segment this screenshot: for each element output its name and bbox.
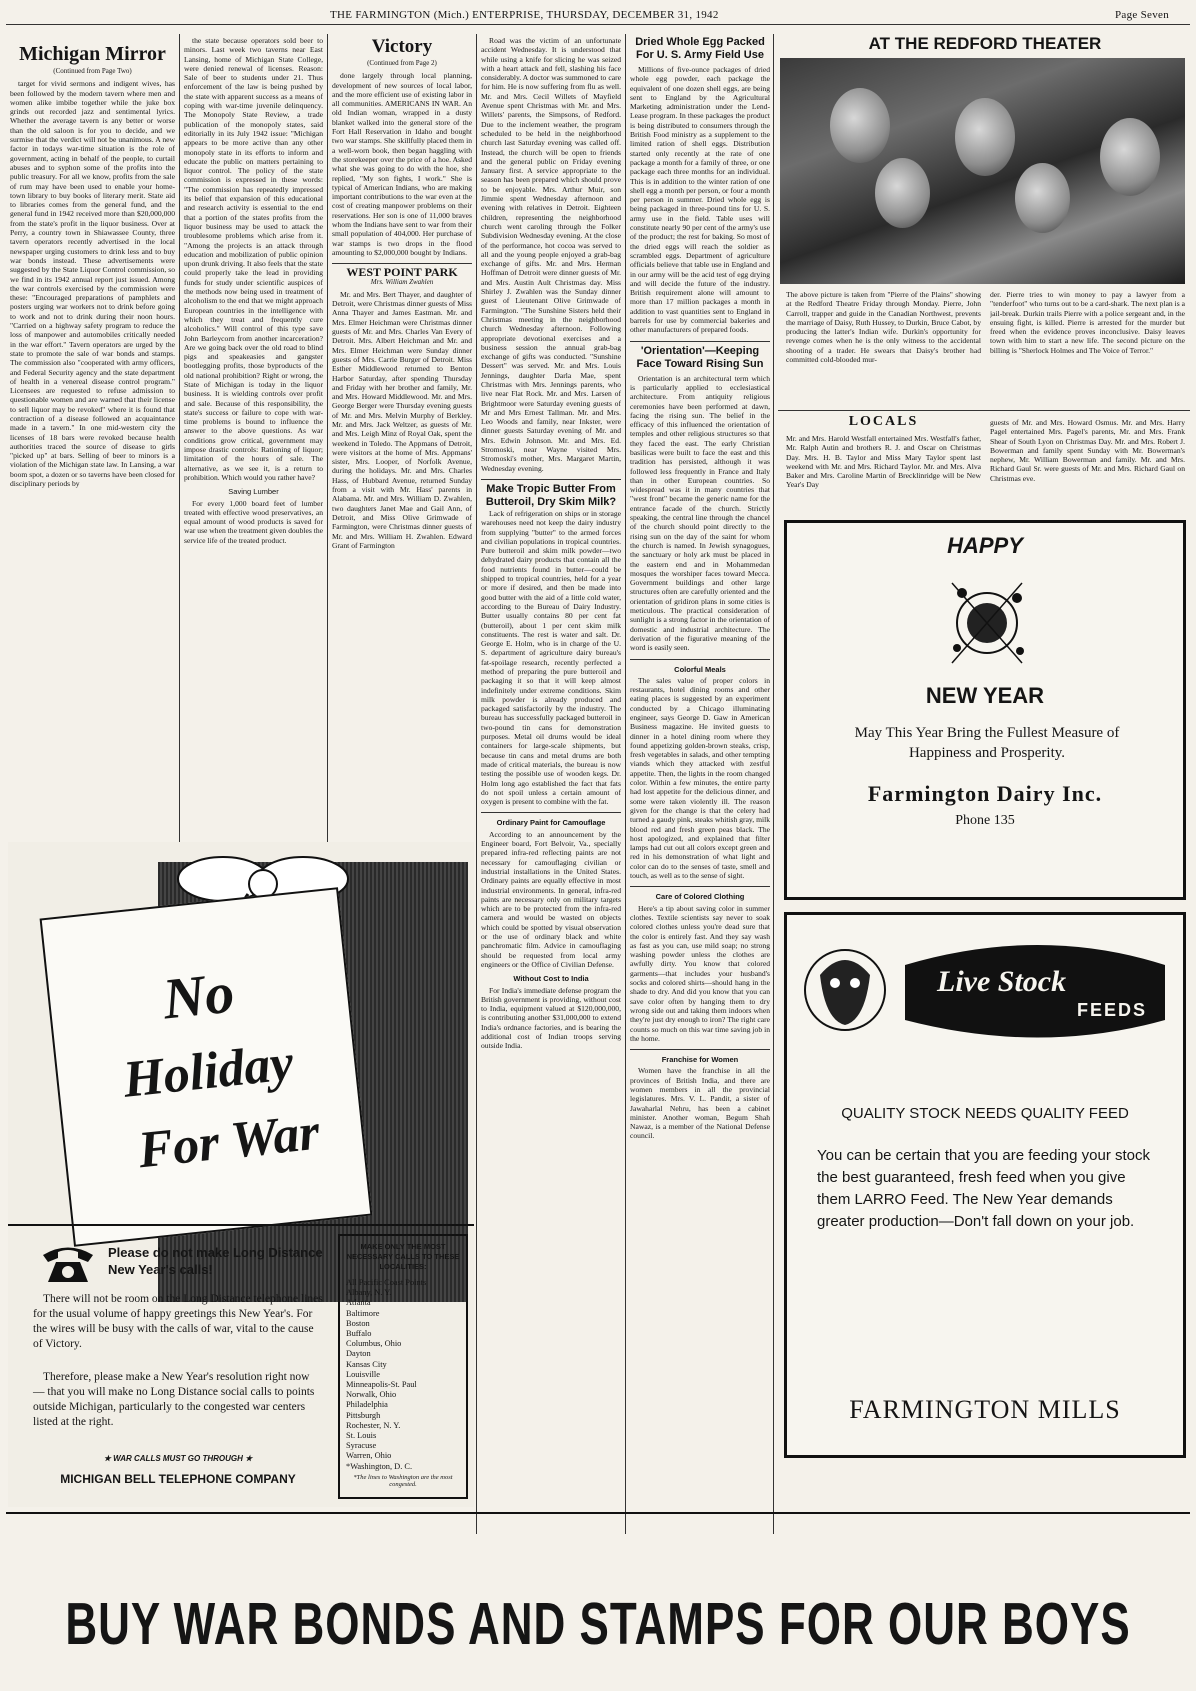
franchise-head: Franchise for Women — [661, 1055, 739, 1065]
city-item: Dayton — [346, 1349, 371, 1359]
mills-headline: QUALITY STOCK NEEDS QUALITY FEED — [841, 1105, 1129, 1122]
mills-ad — [784, 912, 1186, 1458]
paint-body: According to an announcement by the Engineer board, Fort Belvoir, Va., specially prepared infra-red reflecting paints are not necessary for camouflaging civilian or industrial installations in the United States. Ordinary paints are equally effective in most industrial environments. In general, infra-red paints are necessary only on military targets which are to be protected from the infra-red camera and would be wasted on objects which could be spotted by visual observation or the use of ordinary black and white panchromatic film. Advice in camouflaging should be requested from local army engineers or the Office of Civilian Defense. — [481, 829, 621, 969]
banner-line1: No — [159, 959, 238, 1032]
franchise-body: Women have the franchise in all the provinces of British India, and there are women members in all the provincial legislatures. Mrs. V. L. Pandit, a sister of Jawaharlal Nehru, has been a cabinet minister. Another woman, Begum Shah Nawaz, is a member of the National Defense council. — [630, 1066, 770, 1141]
theater-left-text: The above picture is taken from "Pierre of the Plains" showing at the Redford Theatre Friday through Monday. Pierre, John Carroll, trapper and guide in the Canadian Northwest, prevents the marriage of Daisy, Ruth Hussey, to Durkin, Bruce Cabot, by producing the latter's Indian wife. Durkin's opportunity for revenge comes when he is the only witness to the accidental shooting of a trader. He swears that Daisy's brother had committed cold-blooded mur- — [786, 290, 981, 365]
actor-face — [875, 158, 930, 228]
col-rule — [476, 34, 477, 1534]
actor-face — [1100, 118, 1160, 196]
butter-body: Lack of refrigeration on ships or in storage warehouses need not keep the dairy industry from supplying "butter" to the armed forces and civilian populations in tropical countries. Pure butteroil and skim milk powder—two dehydrated dairy products that contain all the food nutrients found in butter—could be shipped to tropical countries, held for a year or more if desired, and then be made into good butter with the aid of a little cold water, according to the Bureau of Dairy Industry. Butter usually contains 80 per cent fat (butteroil), about 1 per cent skim milk constituents. The rest is water and salt. Dr. George E. Holm, who is in charge of the U. S. department of agriculture dairy bureau's fat-spoilage research, recently perfected a method of preparing the pure butteroil and packaging it so that it will keep almost indefinitely under extreme conditions. Skim milk powder is already produced and packaged satisfactorily by the industry. The bureau has successfully packaged butteroil in two-pound tin cans for demonstration purposes. Metal oil drums would be ideal containers for large-scale shipments, but because tin cans and metal drums are both made of critical materials, the bureau is now testing the possible use of wooden kegs. Dr. Holm long ago established the fact that fats do not spoil unless a certain amount of oxygen is present to combine with the fat. — [481, 508, 621, 807]
movie-still-photo — [780, 58, 1185, 284]
michigan-mirror-title: Michigan Mirror — [19, 43, 166, 65]
lumber-body: For every 1,000 board feet of lumber treated with effective wood preservatives, an equal amount of wood products is saved for war use when the treatment given doubles the service life of the treated product. — [184, 498, 323, 545]
orientation-body: Orientation is an architectural term which is particularly applied to ecclesiastical architecture. From antiquity religious ceremonies have been performed at dawn, facing the rising sun. The belief in the efficacy of this influenced the orientation of temples and other religious structures so that they faced the east. The early Christian basilicas were built to face the east and this tradition has persisted, although it was followed less frequently in France and Italy than in other European countries. So widespread was it in many countries that "west front" became the generic name for the entrance facade of the church. Strictly speaking, the central line through the chancel of the church should point directly to the rising sun on the day of the saint for whom the church is named. In Jewish synagogues, the sanctuary or holy ark must be placed in the eastern end and in Mohammedan mosques the worshiper faces toward Mecca. Government buildings and other large structures often are carefully oriented and the orientation of gridiron plans in some cities is meticulous. The practical consideration of sunlight is a strong factor in the orientation of domestic and industrial architecture. The derivation of the figurative meaning of the word is easily seen. — [630, 373, 770, 653]
war-calls-line: ★ WAR CALLS MUST GO THROUGH ★ — [103, 1454, 253, 1463]
michigan-mirror-sub: (Continued from Page Two) — [53, 67, 132, 75]
city-item: Norwalk, Ohio — [346, 1390, 397, 1400]
col-rule — [327, 34, 328, 870]
victory-body: done largely through local planning, development of new sources of local labor, and the more efficient use of existing labor in all communities. AMERICANS IN WAR. An old Indian woman, wrapped in a dusty blanket walked into the general store of the Fort Hall Reservation in Idaho and bought two war stamps. She skillfully placed them in a well-worn book, then began haggling with the storekeeper over the price of a hoe. Asked what she was going to do with the hoe, she replied, "My son fights, I work." She is typical of American Indians, who are making important contributions to the war even at the cost of creating manpower problems on their reservations. Her son is one of 11,000 braves whom the Indians have sent to war from their small population of 404,000. Her purchase of war stamps is two drops in the flood amounting to $2,000,000 bought by Indians. — [332, 71, 472, 257]
banner-line3: For War — [135, 1103, 323, 1180]
dairy-ad — [784, 520, 1186, 900]
bell-paragraph-2: Therefore, please make a New Year's resolution right now — that you will make no Long Distance social calls to points outside Michigan, particularly to the congested war centers listed at the right. — [33, 1371, 315, 1428]
meals-head: Colorful Meals — [674, 664, 726, 674]
banner-line2: Holiday — [120, 1034, 296, 1109]
holiday-decoration-icon — [932, 563, 1042, 673]
locals-title: LOCALS — [848, 414, 919, 429]
dairy-name: Farmington Dairy Inc. — [867, 781, 1103, 806]
city-item: Warren, Ohio — [346, 1451, 392, 1461]
city-item: Atlanta — [346, 1298, 371, 1308]
war-bonds-banner: BUY WAR BONDS AND STAMPS FOR OUR BOYS — [65, 1591, 1131, 1658]
theater-right-text: der. Pierre tries to win money to pay a lawyer from a "tenderfoot" who turns out to be a card-shark. The next plan is a jail-break. Durkin trails Pierre with a police sergeant and, in the ensuing fight, is killed. Pierre is arrested for the murder but freed when the evidence proves inconclusive. Daisy leaves town with him to start a new life. The second picture on the billing is "Sherlock Holmes and The Voice of Terror." — [990, 290, 1185, 355]
egg-title: Dried Whole Egg Packed For U. S. Army Field Use — [635, 36, 765, 61]
egg-body: Millions of five-ounce packages of dried whole egg powder, each package the equivalent of one dozen shell eggs, are being sent to England by the Agricultural Marketing administration under the Lend-Lease program. In these packages the product is being distributed to consumers through the British Food ministry as a supplement to the limited ration of shell eggs. Distribution started only recently at the rate of one package a month for a family of three, or one package each three months for an individual. This is in addition to the winter ration of one shell egg a month per person, or four a month per person in summer. Dried whole egg is being packaged in three-pound tins for U. S. army use in the field. Table uses will constitute nearly 90 per cent of the army's use of the product; the rest for baking. So most of the dried eggs will reach the soldier as scrambled eggs. Department of agriculture officials believe that table use in England and in our army will be the acid test of egg drying and will decide the future of the industry. British requirement alone will amount to more than 17 million packages a month in addition to vast quantities sent to England in barrels for use by commercial bakeries and other manufacturers of prepared foods. — [630, 65, 770, 335]
victory-column — [332, 36, 472, 836]
happy-text: HAPPY — [947, 533, 1023, 558]
locals-right-text: guests of Mr. and Mrs. Howard Osmus. Mr. and Mrs. Harry Pagel entertained Mrs. Pagel's parents, Mr. and Mrs. Frank Shear of South Lyon on Christmas Day. Mr. and Mrs. Robert J. Bowerman and family spent Sunday with Mr. Bowerman's nephew, Mr. William Bowerman and family. Mr. and Mrs. Richard Gaul Sr. were guests of Mr. and Mrs. Richard Gaul on Christmas eve. — [990, 418, 1185, 483]
theater-rule — [778, 410, 1190, 411]
city-item: All Pacific Coast Points — [346, 1278, 427, 1287]
victory-title: Victory — [371, 36, 433, 57]
cities-heading: MAKE ONLY THE MOST NECESSARY CALLS TO THESE LOCALITIES: — [346, 1242, 460, 1271]
bell-company: MICHIGAN BELL TELEPHONE COMPANY — [60, 1472, 296, 1486]
meals-body: The sales value of proper colors in restaurants, hotel dining rooms and other eating places is suggested by an experiment conducted by a Chicago illuminating engineer, says George D. Gaw in American Business magazine. He invited guests to dinner in a hotel dining room where they found appetizing golden-brown steaks, crisp, fresh vegetables in salads, and other tempting viands which they attacked with zestful appetite. Then, the lights in the room changed color. Within a few minutes, the entire party had lost appetite for the delicious dinner, and some were taken violently ill. The reason given for the change is that the celery had turned a gaudy pink, steaks whitish gray, milk blood red and fresh green peas black. The host apologized, and explained that filter lamps had cut out all colors except green and red in his demonstration of what light and color can do to the senses of taste, smell and touch, as well as to the sense of sight. — [630, 675, 770, 881]
local-news-column — [481, 36, 621, 1536]
locals-left-text: Mr. and Mrs. Harold Westfall entertained Mrs. Westfall's father, Mr. Ralph Autin and brothers R. J. and Oscar on Christmas Day. Mrs. H. B. Taylor and Miss Mary Taylor spent last weekend with Mr. and Mrs. Richard Taylor. Mr. and Mrs. Alva Baker and Mrs. Caroline Martin of Brecklinridge will be New Year's Day — [786, 434, 981, 490]
city-item: Buffalo — [346, 1329, 372, 1339]
local-news-body: Road was the victim of an unfortunate accident Wednesday. It is understood that while using a knife for slicing he was seized with a heart attack and fell, slashing his face considerably. A doctor was summoned to care for him. He is now suffering from flu as well. Mr. and Mrs. Cecil Willets of Mayfield Avenue spent Christmas with Mr. and Mrs. Willets' parents, the Simpsons, of Redford. Due to the inclement weather, the program scheduled to be held in the neighborhood church last Saturday evening was called off. Instead, the church will be open to friends and the general public on Friday evening January first. A service appropriate to the season has been prepared which should prove to be enjoyable. Mrs. Arthur Muir, son Jimmie spent Wednesday afternoon and evening with relatives in Detroit. Eighteen children, representing the neighborhood church went caroling through the Folker Subdivision Wednesday evening. At the close of the performance, hot cocoa was served to all and the young people enjoyed a grab-bag exchange of gifts. Mr. and Mrs. Herman Hoffman of Detroit were dinner guests of Mr. and Mrs. Austin Ault Christmas day. Miss Shirley J. Zwahlen was the Sunday dinner guest of Lieutenant Olive Grimwade of Farmington. "The Sunshine Sisters held their Christmas meeting in the neighborhood church Wednesday afternoon. Following appropriate devotional exercises and a business session the annual grab-bag exchange of gifts was conducted. "Sunshine Dessert" was served. Mr. and Mrs. Louis Jennings, daughter Darla Mae, spent Christmas with Mrs. Jennings parents, who live near Flat Rock. Mr. and Mrs. Larsen of Brightmoor were Saturday evening guests of Mr and Mrs Ernest Tallman. Mr. and Mrs. Leo Woods and family, near Inkster, were dinner guests Saturday evening of Mr. and Mrs. Edwin Johnson. Mr. and Mrs. Ed. Stromoski, near Wayne visited Mrs. Stromoski's mother, Mrs. Margaret Martin, Wednesday evening. — [481, 36, 621, 473]
west-point-byline: Mrs. William Zwahlen — [370, 277, 434, 286]
page-number: Page Seven — [1115, 9, 1170, 21]
butter-title: Make Tropic Butter From Butteroil, Dry Skim Milk? — [485, 482, 617, 508]
orientation-title: 'Orientation'—Keeping Face Toward Rising Sun — [636, 344, 764, 370]
city-item: Albany, N. Y. — [346, 1288, 392, 1298]
actor-face — [1015, 163, 1070, 233]
michigan-mirror-body: target for vivid sermons and indigent wives, has been followed by the modern tavern where men and women alike imbibe together while the juke box grinds out recorded jazz and sentimental lyrics. Whether the average tavern is any better or worse than the old saloon is for you to decide, and we surmise that the verdict will not be unanimous. A new factor in todays war-time situation is the role of government, acting in behalf of the people, to curtail abuses and to syphon some of the profits into the public treasury. For all we know, profits from the sale of rum may have been used to enable your home-town library to buy books of literary merit. State aid to libraries comes from the general fund, and the general fund in 1942 received more than $20,000,000 from the state's profit in the liquor business. Over at Perry, a country town in Shiawassee County, three tavern operators recently advertised in the local newspaper urging customers to drink less and to buy war bonds instead. These advertisements were suggested by the State Liquor Control commission, so we find in its 1942 annual report just issued. Among the war controls exercised by the commission were these: "Encouraged preparations of pamphlets and posters urging war workers not to drink before going to work and not to drink during their noon hours. "Carried on a highway safety program to reduce the loss of manpower and automobiles critically needed in the war effort." Tavern operators are urged by the state to promote the sale of war bonds and stamps. The commission also "cooperated with army officers, and Federal Security agency and the state department of health in a venereal disease control program." Licensees are requested to refuse admission to questionable women and are warned that their license to sell liquor may be revoked" where it is found that contraction of a disease followed an acquaintance made in a tavern." In one mid-western city the licenses of 18 bars were revoked because health authorities traced the source of disease to girls "picked up" at bars. Selling of beer to minors is a violation of the Michigan state law. In Lansing, a war boom spot, a dozen or so taverns have been closed for disciplinary periods by — [10, 79, 175, 489]
city-item: St. Louis — [346, 1431, 377, 1441]
liquor-column — [184, 36, 323, 836]
theater-title: AT THE REDFORD THEATER — [868, 34, 1102, 53]
col-rule — [773, 34, 774, 1534]
actor-face — [955, 98, 1015, 176]
michigan-mirror-column — [10, 42, 175, 837]
city-list — [346, 1278, 460, 1472]
livestock-logo-line1: Live Stock — [937, 965, 1067, 998]
city-item: Louisville — [346, 1369, 380, 1379]
victory-sub: (Continued from Page 2) — [367, 59, 437, 67]
city-item: Columbus, Ohio — [346, 1339, 402, 1349]
clothing-body: Here's a tip about saving color in summer clothes. Textile scientists say never to soak colored clothes unless you're dead sure that the color is entirely fast. And they say wash as fast as you can, use mild soap; no strong washing powder unless the clothes are awfully dirty. You know that colored garments—that includes your husband's socks and colored shirts—should hang in the shade to dry. And did you know that you can save color often by hanging them to dry wrong side out and taking them indoors when they're just dry enough to iron? The right care counts so much on this war time saving job in the home. — [630, 903, 770, 1043]
masthead: THE FARMINGTON (Mich.) ENTERPRISE, THURSDAY, DECEMBER 31, 1942 — [330, 9, 719, 21]
new-year-text: NEW YEAR — [925, 683, 1045, 708]
bell-ad-rule — [8, 1224, 474, 1226]
telephone-icon — [38, 1240, 98, 1285]
city-item: Pittsburgh — [346, 1410, 381, 1420]
west-point-body: Mr. and Mrs. Bert Thayer, and daughter of Detroit, were Christmas dinner guests of Miss Anna Thayer and James Eastman. Mr. and Mrs. Elmer Heichman were Christmas dinner guests of Mr. and Mrs. Charles Van Every of Detroit. Mrs. Albert Heichman and Mr. and Mrs. Elmer Heichman were Sunday dinner guests of Mrs. Carrie Burger of Detroit. Miss Esther Middlewood returned to Benton Harbor Saturday, after spending Thursday and Friday with her brother and family, Mr. and Mrs. Howard Middlewood. Mr. and Mrs. George Berger were Thursday evening guests of Mr. and Mrs. Melvin Murphy of Berkley. Mr. and Mrs. Jack Weltzer, as guests of Mr. and Mrs. Leigh Minz of Royal Oak, spent the weekend in Toledo. The Appmans of Detroit, were visitors at the home of Mrs. Appmans' sister, Mrs. Looper, of Norfolk Avenue, during the holidays. Mr. and Mrs. Charles Hass, of Hubbard Avenue, returned Sunday from a visit with Mr. Hass' parents in Alabama. Mr. and Mrs. William D. Zwahlen, two daughters Janet Mae and Gail Ann, of Detroit, and Miss Olive Grimwade of Farmington, were Christmas dinner guests of Mr. and Mrs. William H. Zwahlen. Edward Grant of Farmington — [332, 289, 472, 550]
actor-face — [830, 88, 890, 163]
dairy-phone: Phone 135 — [955, 813, 1015, 828]
city-item: Rochester, N. Y. — [346, 1420, 401, 1430]
egg-column — [630, 36, 770, 1536]
city-item: *Washington, D. C. — [346, 1461, 413, 1471]
city-item: Kansas City — [346, 1359, 387, 1369]
clothing-head: Care of Colored Clothing — [655, 892, 745, 902]
india-body: For India's immediate defense program the British government is providing, without cost to India, equipment valued at $120,000,000, is contributing another $31,000,000 to extend India's ordnance factories, and is bearing the additional cost of Indian troops serving outside India. — [481, 985, 621, 1051]
col-rule — [179, 34, 180, 870]
liquor-body: the state because operators sold beer to minors. Last week two taverns near East Lansing, home of Michigan State College, were denied renewal of licenses. Reason: Sale of beer to students under 21. Thus enforcement of the law is being pushed by the state with apparent success as a means of coping with war-time juvenile delinquency. The Monopoly State Review, a trade publication of the monopoly states, said editorially in its July 1942 issue: "Michigan appears to be more active than any other monopoly state in its efforts to inform and educate the public on matters pertaining to liquor control. The policy of the state commission is expressed in these words: "The commission has repeatedly impressed its belief that expansion of this educational and research activity is essential to the end that a portion of the states profits from the liquor business may be used to attack the troublesome problems which arise from it. "Among the projects is an attack through education and mobilization of public opinion upon drunk driving. It also feels that the state could properly take the lead in providing funds for study under scientific auspices of the methods now being used in treatment of alcoholism to the end that we might approach European countries in the intelligence with which they treat and frequently cure alcoholics." Will control of this type save John Barleycorn from another incarceration? Are we going back over the old road to blind pigs and speakeasies and gangster bootlegging profits, those byproducts of the old national prohibition? Right or wrong, the State of Michigan is today in the liquor business. It is wielding controls over profit and sale. Because of this responsibility, the state's success or failure to cope with war-time problems is bound to influence the answer to the above questions. As war conditions grow critical, government may impose drastic controls: Rationing of liquor; limitation of the hours of sale. The alternative, as we see it, is a return to prohibition. Which would you rather have? — [184, 36, 323, 482]
mills-body: You can be certain that you are feeding your stock the best guaranteed, fresh feed when you give them LARRO Feed. The New Year demands greater production—Don't fall down on your job. — [817, 1147, 1150, 1230]
city-item: Baltimore — [346, 1308, 380, 1318]
paint-head: Ordinary Paint for Camouflage — [496, 818, 606, 828]
dairy-wish: May This Year Bring the Fullest Measure of Happiness and Prosperity. — [854, 725, 1120, 761]
col-rule — [625, 34, 626, 1534]
bell-title: Please do not make Long Distance New Year's calls! — [108, 1245, 323, 1277]
livestock-logo-line2: FEEDS — [1077, 1000, 1148, 1020]
city-item: Minneapolis-St. Paul — [346, 1380, 417, 1390]
lumber-head: Saving Lumber — [228, 487, 279, 497]
cities-panel — [338, 1234, 468, 1499]
mills-name: FARMINGTON MILLS — [849, 1395, 1121, 1424]
city-item: Syracuse — [346, 1441, 377, 1451]
city-item: Boston — [346, 1318, 370, 1328]
bell-paragraph-1: There will not be room on the Long Distance telephone lines for the usual volume of happy greetings this New Year's. For the wires will be busy with the calls of war, vital to the cause of Victory. — [33, 1293, 323, 1350]
india-head: Without Cost to India — [513, 974, 589, 984]
banner-rule — [6, 1512, 1190, 1514]
masthead-rule — [6, 24, 1190, 25]
cities-footnote: *The lines to Washington are the most congested. — [353, 1473, 453, 1488]
west-point-title: WEST POINT PARK — [346, 265, 458, 280]
bell-ad — [8, 842, 474, 1507]
city-item: Philadelphia — [346, 1400, 388, 1410]
